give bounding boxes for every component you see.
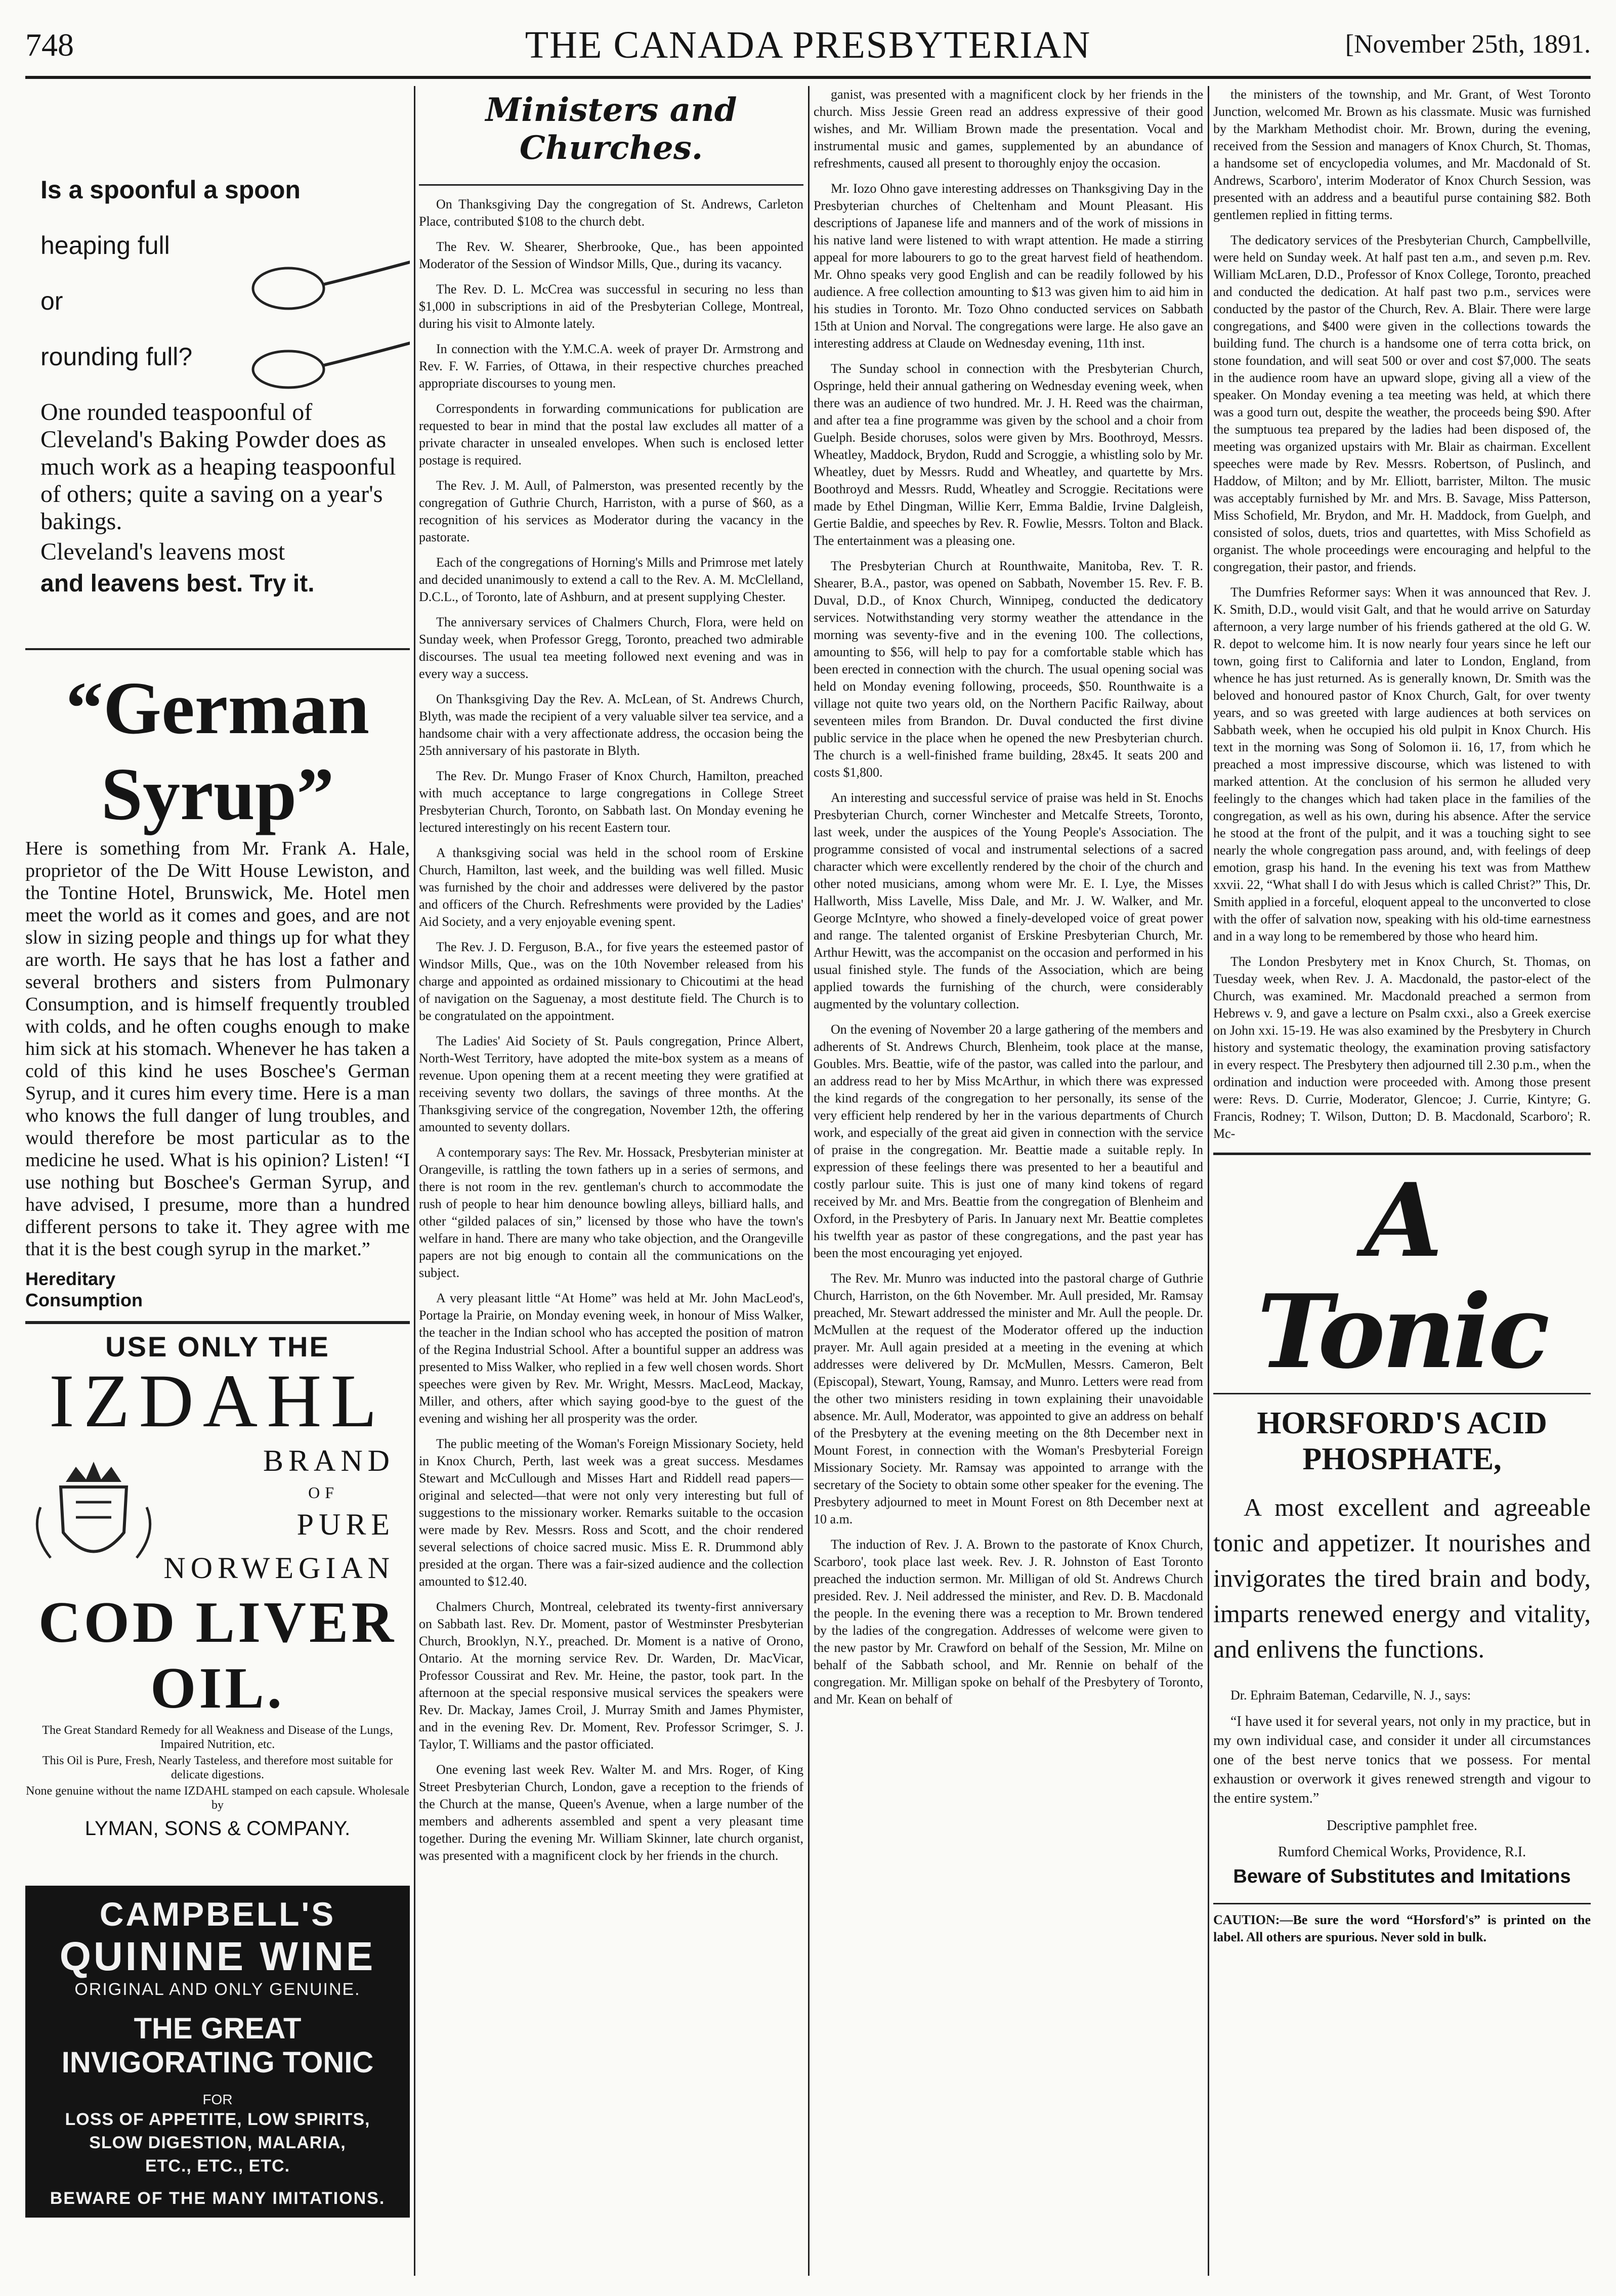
german-syrup-sidehead: Consumption bbox=[25, 1290, 143, 1310]
horsford-beware: Beware of Substitutes and Imitations bbox=[1233, 1866, 1571, 1887]
news-paragraph: On the evening of November 20 a large gathering of the members and adherents of St. Andrews Church, Blenheim, took place at the manse, Goubles. Mrs. Beattie, wife of the pastor, was called into the parlour, and an address read to her by Miss McArthur, in which there was expressed the kind regards of the congregation to her personally, its sense of the very efficient help rendered by her in the various departments of Church work, and especially of the great aid given in connection with the service of praise in the congregation. Mr. Beattie made a suitable reply. In expression of these feelings there was presented to her a beautiful and costly parlour suite. This is just one of many kind tokens of regard received by Mr. and Mrs. Beattie from the congregation of Blenheim and Oxford, in the Presbytery of Paris. In January next Mr. Beattie completes his twelfth year as pastor of these congregations, and the past year has been the most encouraging yet enjoyed. bbox=[814, 1022, 1203, 1260]
izdahl-use-only: USE ONLY THE bbox=[105, 1331, 330, 1363]
izdahl-brand-name: IZDAHL bbox=[49, 1359, 387, 1443]
paragraph-list bbox=[1213, 86, 1591, 1142]
horsford-body: A most excellent and agreeable tonic and appetizer. It nourishes and invigorates the tired brain and body, imparts renewed energy and vitality, and enlivens the functions. bbox=[1213, 1493, 1591, 1663]
spoon-illustration bbox=[248, 253, 410, 405]
izdahl-seller: LYMAN, SONS & COMPANY. bbox=[84, 1817, 351, 1840]
newspaper-title: THE CANADA PRESBYTERIAN bbox=[525, 24, 1091, 66]
news-paragraph: The Ladies' Aid Society of St. Pauls congregation, Prince Albert, North-West Territory, have adopted the mite-box system as a means of revenue. Upon opening them at a recent meeting they were gratified at receiving seventy two dollars, the savings of three months. At the Thanksgiving service of the congregation, November 12th, the offering amounted to seventy dollars. bbox=[419, 1034, 803, 1134]
izdahl-cod-liver-oil: COD LIVER OIL. bbox=[38, 1590, 397, 1721]
cleveland-line: or bbox=[40, 287, 63, 315]
campbell-quinine-advert bbox=[25, 1886, 410, 2218]
german-syrup-title: “German Syrup” bbox=[65, 667, 370, 836]
horsford-testimonial: “I have used it for several years, not only in my practice, but in my own individual case, and consider it under all circumstances one of the best nerve tonics that we possess. For mental exhaustion or overwork it gives renewed strength and vigour to the entire system.” bbox=[1213, 1714, 1591, 1806]
news-column-3 bbox=[814, 86, 1203, 2276]
campbell-line: FOR bbox=[202, 2092, 233, 2107]
izdahl-brand-word: BRAND bbox=[263, 1444, 395, 1477]
news-paragraph: In connection with the Y.M.C.A. week of prayer Dr. Armstrong and Rev. F. W. Farries, of Ottawa, in their respective churches preached appropriate discourses to young men. bbox=[419, 342, 803, 391]
news-paragraph: One evening last week Rev. Walter M. and Mrs. Roger, of King Street Presbyterian Church, London, gave a reception to the friends of the Church at the manse, Queen's Avenue, when a large number of the members and adherents assembled and spent a very pleasant time together. During the evening Mr. William Skinner, late church organist, was presented with a magnificent clock by her friends in the church. bbox=[419, 1762, 803, 1863]
tonic-headline: A Tonic bbox=[1257, 1161, 1547, 1391]
news-paragraph: The anniversary services of Chalmers Church, Flora, were held on Sunday week, when Professor Gregg, Toronto, preached two admirable discourses. The usual tea meeting followed next evening and was in every way a success. bbox=[419, 615, 803, 681]
masthead bbox=[25, 15, 1591, 79]
news-paragraph: The Rev. J. D. Ferguson, B.A., for five years the esteemed pastor of Windsor Mills, Que., was on the 10th November released from his charge and appointed as ordained missionary to Chicoutimi at the head of navigation on the Saguenay, a most destitute field. The Church is to be congratulated on the appointment. bbox=[419, 940, 803, 1023]
cleveland-line: rounding full? bbox=[40, 343, 193, 371]
campbell-line: CAMPBELL'S bbox=[99, 1895, 336, 1933]
news-paragraph: The London Presbytery met in Knox Church, St. Thomas, on Tuesday week, when Rev. J. A. Macdonald, the pastor-elect of the Church, was examined. Mr. Macdonald preached a sermon from Hebrews v. 9, and gave a lecture on Psalm cxxi., also a Greek exercise on John xxi. 15-19. He was also examined by the Presbytery in Church history and systematic theology, the examination proving satisfactory in every respect. The Presbytery then adjourned till 2.30 p.m., when the ordination and induction were proceeded with. Among those present were: Revs. D. Currie, Moderator, Glencoe; J. Currie, Kintyre; G. Francis, Rodney; T. Wilson, Dutton; D. B. Macdonald, Scarboro'; R. Mc- bbox=[1213, 954, 1591, 1141]
izdahl-pure: PURE bbox=[296, 1508, 395, 1541]
news-paragraph: Correspondents in forwarding communications for publication are requested to bear in mind that the postal law excludes all matter of a private character in unsealed envelopes. When such is enclosed letter postage is required. bbox=[419, 401, 803, 467]
horsford-caution: CAUTION:—Be sure the word “Horsford's” is printed on the label. All others are spurious. Never sold in bulk. bbox=[1213, 1903, 1591, 1946]
news-paragraph: The Sunday school in connection with the Presbyterian Church, Ospringe, held their annual gathering on Wednesday evening week, when there was an audience of two hundred. Mr. J. H. Reed was the chairman, and after tea a fine programme was given by the school and a choir from Guelph. Beside choruses, solos were given by Mrs. Boothroyd, Messrs. Wheatley, Maddock, Brydon, Rudd and Scroggie, a whistling solo by Mr. Wheatley, duet by Messrs. Rudd and Wheatley, and quartette by Mrs. Boothroyd and Messrs. Rudd, Wheatley and Scroggie. Recitations were made by Ethel Dingman, Willie Kerr, Emma Baldie, Irvine Dalgleish, Gertie Baldie, and speeches by Rev. R. Fowlie, Messrs. Tolton and Black. The entertainment was a pleasing one. bbox=[814, 361, 1203, 548]
news-column-4 bbox=[1213, 86, 1591, 2276]
advert-column bbox=[25, 86, 410, 2276]
paragraph-list bbox=[814, 86, 1203, 1708]
campbell-line: QUININE WINE bbox=[59, 1934, 376, 1979]
campbell-line: LOSS OF APPETITE, LOW SPIRITS, bbox=[65, 2110, 370, 2129]
horsford-works: Rumford Chemical Works, Providence, R.I. bbox=[1278, 1844, 1526, 1860]
cleveland-body: One rounded teaspoonful of Cleveland's Baking Powder does as much work as a heaping teaspoonful of others; quite a saving on a year's bakings. bbox=[40, 399, 396, 535]
izdahl-small-print: None genuine without the name IZDAHL stamped on each capsule. Wholesale by bbox=[26, 1784, 409, 1812]
news-paragraph: Chalmers Church, Montreal, celebrated its twenty-first anniversary on Sabbath last. Rev. Dr. Moment, pastor of Westminster Presbyterian Church, Brooklyn, N.Y., preached. Dr. Moment is a native of Orono, Ontario. At the morning service Rev. Dr. Warden, Dr. MacVicar, Professor Coussirat and Rev. Mr. Heine, the pastor, took part. In the afternoon at the special responsive musical services the speakers were Rev. Dr. Mackay, James Croil, J. Murray Smith and James Phymister, and in the evening Rev. Dr. Moment, Rev. Professor Scrimger, S. J. Taylor, T. Williams and the pastor officiated. bbox=[419, 1599, 803, 1752]
campbell-line: ETC., ETC., ETC. bbox=[145, 2156, 290, 2176]
german-syrup-advert bbox=[25, 648, 410, 1311]
news-paragraph: The Rev. Dr. Mungo Fraser of Knox Church, Hamilton, preached with much acceptance to large congregations in College Street Presbyterian Church, Toronto, on Sabbath last. On Monday evening he lectured interestingly on his recent Eastern tour. bbox=[419, 769, 803, 835]
news-paragraph: An interesting and successful service of praise was held in St. Enochs Presbyterian Church, corner Winchester and Metcalfe Streets, Toronto, last week, under the auspices of the Young People's Association. The programme consisted of vocal and instrumental selections of a sacred character which were excellently rendered by the choir of the church and other noted musicians, among whom were Mr. E. I. Lye, the Misses Hallworth, Miss Lavelle, Miss Dale, and Mr. J. W. Walker, and Mr. George McIntyre, who showed a finely-developed voice of great power and range. The talented organist of Erskine Presbyterian Church, Mr. Arthur Hewitt, was the accompanist on the occasion and performed in his usual finished style. The funds of the Association, which are being applied towards the furnishing of the church, were considerably augmented by the voluntary collection. bbox=[814, 790, 1203, 1011]
horsford-testimonial-author: Dr. Ephraim Bateman, Cedarville, N. J., says: bbox=[1230, 1688, 1471, 1703]
news-paragraph: The Dumfries Reformer says: When it was announced that Rev. J. K. Smith, D.D., would visit Galt, and that he would arrive on Saturday afternoon, a very large number of his friends gathered at the old G. W. R. depot to welcome him. It is now nearly four years since he left our town, going first to California and later to London, England, from whence he has just returned. As is generally known, Dr. Smith was the beloved and honoured pastor of Knox Church, Galt, for over twenty years, and so was greeted with large audiences at both services on Sabbath week, when he occupied his old pulpit in Knox Church. His text in the morning was Song of Solomon ii. 16, 17, from which he preached a most impressive discourse, which was listened to with marked attention. At the conclusion of his sermon he alluded very feelingly to the changes which had taken place in the families of the congregation, as well as his own, during his absence. After the service he stood at the front of the pulpit, and it was a touching sight to see nearly the whole congregation pass around, and, with feelings of deep emotion, grasp his hand. In the evening his text was from Matthew xxvii. 22, “What shall I do with Jesus which is called Christ?” This, Dr. Smith applied in a forceful, eloquent appeal to the unconverted to close with the offer of salvation now, speaking with his old-time earnestness and in a way long to be remembered by those who heard him. bbox=[1213, 585, 1591, 944]
news-paragraph: the ministers of the township, and Mr. Grant, of West Toronto Junction, welcomed Mr. Brown as his classmate. Music was furnished by the Markham Methodist choir. Mr. Brown, during the evening, received from the Session and managers of Knox Church, St. Thomas, a handsome set of encyclopedia volumes, and Mr. Macdonald of St. Andrews, Scarboro', interim Moderator of Knox Church Session, was presented with an address and a beautiful purse containing $82. Both gentlemen replied in fitting terms. bbox=[1213, 87, 1591, 222]
news-paragraph: The Rev. Mr. Munro was inducted into the pastoral charge of Guthrie Church, Harriston, on the 6th November. Mr. Aull presided, Mr. Ramsay preached, Mr. Stewart addressed the minister and Mr. Aull the people. Dr. McMullen at the request of the Moderator offered up the induction prayer. Mr. Aull again presided at a meeting in the evening at which addresses were delivered by Dr. McMullen, Messrs. Cameron, Belt (Episcopal), Stewart, Young, Ramsay, and Munro. Letters were read from the other two ministers residing in town explaining their unavoidable absence. Mr. Aull, Moderator, was appointed to give an address on behalf of the Presbytery at the evening meeting on the 8th December next in Mount Forest, in connection with the Woman's Presbyterial Foreign Missionary Society. Mr. Ramsay was appointed to arrange with the secretary of the Society to obtain some other speaker for the evening. The Presbytery adjourned to meet in Mount Forest on 8th December next at 10 a.m. bbox=[814, 1271, 1203, 1526]
news-paragraph: The Rev. D. L. McCrea was successful in securing no less than $1,000 in subscriptions in aid of the Presbyterian College, Montreal, during his visit to Almonte lately. bbox=[419, 282, 803, 331]
divider bbox=[419, 184, 803, 186]
news-paragraph: The Rev. J. M. Aull, of Palmerston, was presented recently by the congregation of Guthrie Church, Harriston, with a purse of $60, as a recognition of his services as Moderator during the vacancy in the pastorate. bbox=[419, 478, 803, 544]
news-paragraph: A very pleasant little “At Home” was held at Mr. John MacLeod's, Portage la Prairie, on Monday evening week, in honour of Miss Walker, the teacher in the Indian school who has accepted the position of matron of the Regina Industrial School. After a bountiful supper an address was presented to Miss Walker, who replied in a few well chosen words. Short speeches were given by Rev. Mr. Wright, Messrs. MacLeod, Mackay, Miller, and others, after which saying good-bye to the guest of the evening and wishing her all prosperity was the order. bbox=[419, 1291, 803, 1426]
news-paragraph: The dedicatory services of the Presbyterian Church, Campbellville, were held on Sunday week. At half past ten a.m., and seven p.m. Rev. William McLaren, D.D., Professor of Knox College, Toronto, preached and conducted the dedication. At half past two p.m., services were conducted by the pastor of the Church, Rev. A. Blair. There were large congregations, and $400 were given in the collections towards the building fund. The church is a handsome one of terra cotta brick, on stone foundation, and will seat 500 or over and cost $7,000. The seats in the audience room have an upward slope, giving all a view of the speaker. On Monday evening a tea meeting was held, at which there was a good turn out, despite the weather, the proceeds being $90. After the sumptuous tea prepared by the ladies had been disposed of, the meeting was organized upstairs with Mr. Blair as chairman. Excellent speeches were made by Rev. Messrs. Robertson, of Puslinch, and Haddow, of Milton; and by Mr. Elliott, barrister, Milton. The music was acceptably furnished by Mr. and Mrs. B. Savage, Miss Patterson, Miss Schofield, Mr. Brydon, and Mr. H. Maddock, from Guelph, and consisted of solos, duets, trios and quartettes, with Miss Schofield as organist. The whole proceedings were encouraging and helpful to the congregation, their pastor, and friends. bbox=[1213, 233, 1591, 574]
news-paragraph: On Thanksgiving Day the Rev. A. McLean, of St. Andrews Church, Blyth, was made the recipient of a very valuable silver tea service, and a handsome chair with a very affectionate address, the occasion being the 25th anniversary of his pastorate in Blyth. bbox=[419, 692, 803, 758]
paragraph-list bbox=[419, 196, 803, 1864]
german-syrup-body: Here is something from Mr. Frank A. Hale, proprietor of the De Witt House Lewiston, and the Tontine Hotel, Brunswick, Me. Hotel men meet the world as it comes and goes, and are not slow in sizing people and things up for what they are worth. He says that he has lost a father and several brothers and sisters from Pulmonary Consumption, and is himself frequently troubled with colds, and he often coughs enough to make him sick at his stomach. Whenever he has taken a cold of this kind he uses Boschee's German Syrup, and it cures him every time. Here is a man who knows the full danger of lung troubles, and would therefore be most particular as to the medicine he used. What is his opinion? Listen! “I use nothing but Boschee's German Syrup, and have advised, I presume, more than a hundred different persons to take it. They agree with me that it is the best cough syrup in the market.” bbox=[25, 838, 410, 1260]
horsford-name: HORSFORD'S ACID PHOSPHATE, bbox=[1213, 1393, 1591, 1477]
column-rule bbox=[1208, 86, 1209, 2276]
cleveland-tagline: and leavens best. Try it. bbox=[40, 570, 315, 597]
izdahl-norwegian: NORWEGIAN bbox=[163, 1551, 395, 1585]
campbell-line: BEWARE OF THE MANY IMITATIONS. bbox=[50, 2189, 386, 2208]
izdahl-small-print: The Great Standard Remedy for all Weakness and Disease of the Lungs, Impaired Nutrition, etc. bbox=[42, 1724, 393, 1751]
german-syrup-sidehead: Hereditary bbox=[25, 1268, 116, 1289]
campbell-line: ORIGINAL AND ONLY GENUINE. bbox=[74, 1980, 361, 1999]
news-column-2 bbox=[419, 86, 803, 2276]
izdahl-small-print: This Oil is Pure, Fresh, Nearly Tasteless, and therefore most suitable for delicate digestions. bbox=[42, 1754, 393, 1781]
campbell-line: THE GREAT INVIGORATING TONIC bbox=[61, 2012, 374, 2079]
issue-date: [November 25th, 1891. bbox=[1345, 30, 1591, 59]
news-paragraph: On Thanksgiving Day the congregation of St. Andrews, Carleton Place, contributed $108 to the church debt. bbox=[419, 197, 803, 229]
news-paragraph: The Presbyterian Church at Rounthwaite, Manitoba, Rev. T. R. Shearer, B.A., pastor, was opened on Sabbath, November 15. Rev. F. B. Duval, D.D., of Knox Church, Winnipeg, conducted the dedicatory services. Notwithstanding very stormy weather the attendance in the morning was seventy-five and in the evening 100. The collections, amounting to $56, will help to pay for a comfortable stable which has been erected in connection with the church. The usual opening social was held on Monday evening following, proceeds, $50. Rounthwaite is a village not quite two years old, on the Northern Pacific Railway, about seventeen miles from Brandon. Dr. Duval conducted the first divine public service in the place when he opened the new Presbyterian church. The church is a well-finished frame building, 28x45. It seats 200 and costs $1,800. bbox=[814, 559, 1203, 780]
cleveland-headline: Is a spoonful a spoon bbox=[40, 176, 301, 204]
campbell-line: SLOW DIGESTION, MALARIA, bbox=[89, 2133, 346, 2152]
column-rule bbox=[414, 86, 415, 2276]
page-number: 748 bbox=[25, 27, 74, 63]
cleveland-line: heaping full bbox=[40, 231, 170, 260]
horsford-pamphlet: Descriptive pamphlet free. bbox=[1327, 1818, 1477, 1834]
news-paragraph: The public meeting of the Woman's Foreign Missionary Society, held in Knox Church, Perth, last week was a great success. Mesdames Stewart and McCullough and Misses Hart and Riddell read papers—original and selected—that were not only very interesting but full of suggestions to the missionary worker. Remarks suitable to the occasion were made by Rev. Messrs. Ross and Scott, and the choir rendered several selections of choice sacred music. Miss E. R. Drummond ably presided at the organ. There was a fair-sized audience and the collection amounted to $12.40. bbox=[419, 1436, 803, 1589]
news-paragraph: Mr. Iozo Ohno gave interesting addresses on Thanksgiving Day in the Presbyterian churches of Cheltenham and Mount Pleasant. His descriptions of Japanese life and manners and of the work of missions in his native land were listened to with wrapt attention. He made a stirring appeal for more labourers to go to the great harvest field of heathendom. Mr. Ohno speaks very good English and can be readily followed by his audience. A free collection amounting to $13 was given him to aid him in his studies in Toronto. Mr. Tozo Ohno conducted services on Sabbath 15th at Union and Norval. The congregations were large. He also gave an interesting address at Claude on Wednesday evening, 11th inst. bbox=[814, 181, 1203, 351]
horsford-advert bbox=[1213, 1153, 1591, 1946]
news-paragraph: A thanksgiving social was held in the school room of Erskine Church, Hamilton, last week, and the building was well filled. Music was furnished by the choir and addresses were delivered by the pastor and officers of the Church. Refreshments were provided by the Ladies' Aid Society, and a very enjoyable evening spent. bbox=[419, 845, 803, 929]
cleveland-tagline: Cleveland's leavens most bbox=[40, 538, 285, 565]
news-paragraph: The Rev. W. Shearer, Sherbrooke, Que., has been appointed Moderator of the Session of Windsor Mills, Que., during its vacancy. bbox=[419, 239, 803, 271]
column-rule bbox=[808, 86, 810, 2276]
crown-crest-icon bbox=[30, 1457, 157, 1578]
section-heading: Ministers and Churches. bbox=[485, 91, 737, 167]
news-paragraph: ganist, was presented with a magnificent clock by her friends in the church. Miss Jessie Green read an address expressive of their good wishes, and Mr. William Brown made the presentation. Vocal and instrumental music and games, supplemented by an abundance of refreshments, caused all present to thoroughly enjoy the occasion. bbox=[814, 87, 1203, 171]
izdahl-advert bbox=[25, 1321, 410, 1840]
izdahl-of: OF bbox=[308, 1483, 339, 1502]
news-paragraph: A contemporary says: The Rev. Mr. Hossack, Presbyterian minister at Orangeville, is rattling the town fathers up in a series of sermons, and there is not room in the rev. gentleman's church to accommodate the rush of people to hear him denounce bowling alleys, billiard halls, and other “gilded palaces of sin,” licensed by those who have the town's welfare in hand. There are many who take objection, and the Orangeville papers are not big enough to contain all the communications on the subject. bbox=[419, 1145, 803, 1280]
news-paragraph: Each of the congregations of Horning's Mills and Primrose met lately and decided unanimously to extend a call to the Rev. A. M. McClelland, D.C.L., of Toronto, late of Ashburn, and at present supplying Chester. bbox=[419, 555, 803, 604]
news-paragraph: The induction of Rev. J. A. Brown to the pastorate of Knox Church, Scarboro', took place last week. Rev. J. R. Johnston of East Toronto preached the induction sermon. Mr. Milligan of old St. Andrews Church presided. Rev. J. Neil addressed the minister, and Rev. D. B. Macdonald the people. In the evening there was a reception to Mr. Brown tendered by the ladies of the congregation. Addresses of welcome were given to the new pastor by Mr. Crawford on behalf of the Session, Mr. Milne on behalf of the Sabbath school, and Mr. Rennie on behalf of the congregation. Mr. Milligan spoke on behalf of the Presbytery of Toronto, and Mr. Kean on behalf of bbox=[814, 1537, 1203, 1707]
